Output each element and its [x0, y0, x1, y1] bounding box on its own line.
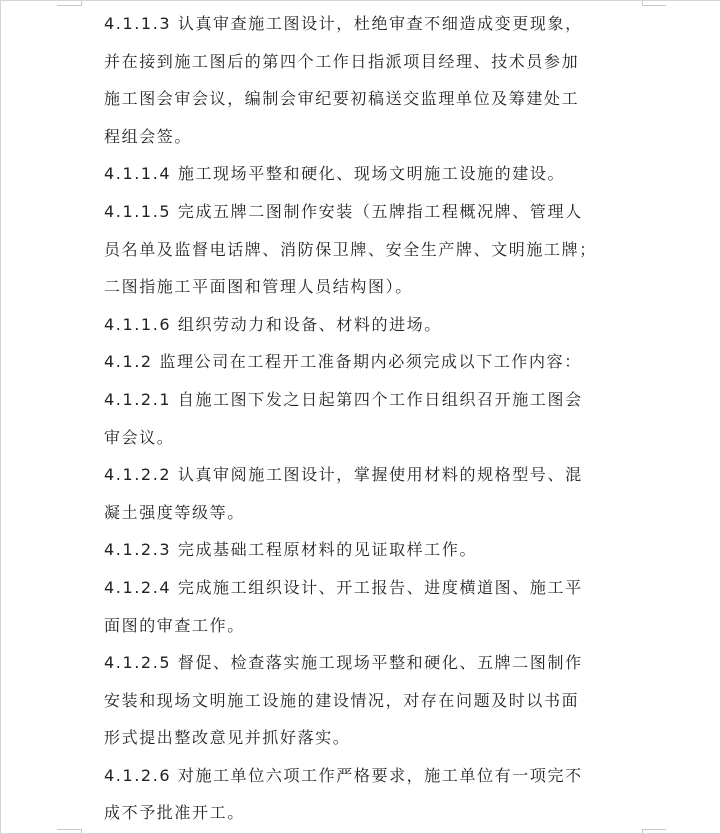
crop-mark-top-right [642, 5, 666, 6]
crop-mark-bottom-left [57, 829, 81, 830]
clause-4-1-1-3 [104, 5, 634, 155]
text-line: 形式提出整改意见并抓好落实。 [104, 728, 351, 748]
clause-4-1-1-4 [104, 155, 634, 193]
text-line: 成不予批准开工。 [104, 803, 245, 823]
clause-4-1-2-2 [104, 456, 634, 531]
text-line: 4.1.2.3 完成基础工程原材料的见证取样工作。 [104, 540, 478, 560]
crop-mark-bottom-right [642, 829, 666, 830]
clause-4-1-1-6 [104, 306, 634, 344]
text-line: 施工图会审会议，编制会审纪要初稿送交监理单位及筹建处工 [104, 89, 580, 109]
text-line: 并在接到施工图后的第四个工作日指派项目经理、技术员参加 [104, 51, 580, 71]
clause-4-1-1-5 [104, 193, 634, 306]
clause-4-1-2-1 [104, 381, 634, 456]
text-line: 员名单及监督电话牌、消防保卫牌、安全生产牌、文明施工牌； [104, 239, 597, 259]
text-line: 4.1.2 监理公司在工程开工准备期内必须完成以下工作内容： [104, 352, 582, 372]
text-line: 程组会签。 [104, 126, 193, 146]
text-line: 4.1.1.6 组织劳动力和设备、材料的进场。 [104, 314, 442, 334]
clause-4-1-2-4 [104, 569, 634, 644]
text-line: 4.1.1.3 认真审查施工图设计，杜绝审查不细造成变更现象， [104, 14, 583, 33]
clause-4-1-2-5 [104, 644, 634, 757]
text-line: 4.1.2.1 自施工图下发之日起第四个工作日组织召开施工图会 [104, 389, 583, 409]
crop-mark-bottom-right [642, 829, 643, 834]
crop-mark-bottom-left [81, 829, 82, 834]
crop-mark-top-left [81, 1, 82, 6]
text-line: 安装和现场文明施工设施的建设情况，对存在问题及时以书面 [104, 690, 580, 710]
text-line: 4.1.2.6 对施工单位六项工作严格要求，施工单位有一项完不 [104, 765, 583, 785]
text-line: 凝土强度等级等。 [104, 502, 245, 522]
clause-4-1-2-6 [104, 757, 634, 832]
text-line: 审会议。 [104, 427, 175, 447]
crop-mark-top-left [57, 5, 81, 6]
text-line: 二图指施工平面图和管理人员结构图）。 [104, 277, 413, 297]
text-line: 4.1.1.4 施工现场平整和硬化、现场文明施工设施的建设。 [104, 164, 566, 184]
crop-mark-top-right [642, 1, 643, 6]
clause-4-1-2 [104, 343, 634, 381]
text-line: 面图的审查工作。 [104, 615, 245, 635]
clause-4-1-2-3 [104, 531, 634, 569]
text-line: 4.1.2.4 完成施工组织设计、开工报告、进度横道图、施工平 [104, 577, 583, 597]
text-line: 4.1.2.5 督促、检查落实施工现场平整和硬化、五牌二图制作 [104, 653, 583, 673]
document-body [104, 5, 634, 832]
text-line: 4.1.2.2 认真审阅施工图设计，掌握使用材料的规格型号、混 [104, 465, 583, 485]
text-line: 4.1.1.5 完成五牌二图制作安装（五牌指工程概况牌、管理人 [104, 201, 583, 221]
